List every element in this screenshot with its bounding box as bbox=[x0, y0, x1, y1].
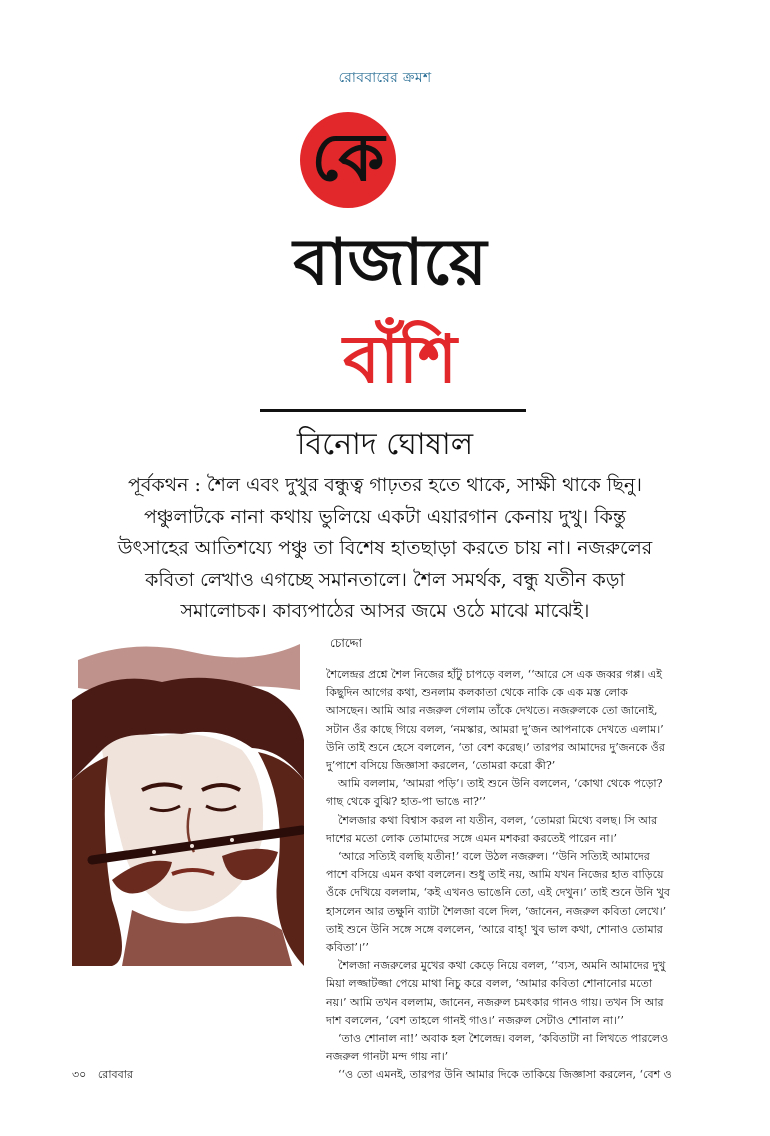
body-line: কিছুদিন আগের কথা, শুনলাম কলকাতা থেকে নাকি কে এক মস্ত লোক bbox=[326, 686, 628, 700]
body-line: নয়।’ আমি তখন বললাম, জানেন, নজরুল চমৎকার গানও গায়। তখন সি আর bbox=[326, 995, 664, 1009]
body-line: ওঁকে দেখিয়ে বললাম, ‘কই এখনও ভাঙেনি তো, এই দেখুন।’ তাই শুনে উনি খুব bbox=[326, 886, 670, 900]
page-number: ৩০ bbox=[72, 1068, 87, 1081]
body-line: মিয়া লজ্জাটজ্জা পেয়ে মাথা নিচু করে বলল, ‘আমার কবিতা শোনানোর মতো bbox=[326, 977, 653, 991]
body-line: গাছ থেকে বুঝি? হাত-পা ভাঙে না?’’ bbox=[326, 795, 486, 809]
summary-line: পূর্বকথন : শৈল এবং দুখুর বন্ধুত্ব গাঢ়তর হতে থাকে, সাক্ষী থাকে ছিনু। bbox=[128, 474, 642, 496]
body-line: ‘তাও শোনাল না!’ অবাক হল শৈলেন্দ্র। বলল, ‘কবিতাটা না লিখতে পারলেও bbox=[338, 1032, 669, 1046]
summary-line: কবিতা লেখাও এগচ্ছে সমানতালে। শৈল সমর্থক, বন্ধু যতীন কড়া bbox=[145, 568, 625, 591]
body-line: শৈলেন্দ্রর প্রশ্নে শৈল নিজের হাঁটু চাপড়ে বলল, ‘‘আরে সে এক জব্বর গপ্প। এই bbox=[326, 668, 662, 681]
body-line: শৈলজার কথা বিশ্বাস করল না যতীন, বলল, ‘তোমরা মিথ্যে বলছ। সি আর bbox=[338, 813, 658, 827]
body-line: দাশের মতো লোক তোমাদের সঙ্গে এমন মশকরা করতেই পারেন না।’ bbox=[326, 831, 617, 845]
body-line: আমি বললাম, ‘আমরা পড়ি’। তাই শুনে উনি বললেন, ‘কোথা থেকে পড়ো? bbox=[338, 777, 663, 791]
summary-line: পঞ্চুলাটকে নানা কথায় ভুলিয়ে একটা এয়ারগান কেনায় দুখু। কিন্তু bbox=[144, 505, 626, 528]
masthead-line1: কে bbox=[311, 119, 385, 196]
body-line: দাশ বললেন, ‘বেশ তাহলে গানই গাও।’ নজরুল সেটাও শোনাল না।’’ bbox=[326, 1013, 624, 1027]
body-line: কবিতা’।’’ bbox=[326, 941, 369, 955]
body-line: পাশে বসিয়ে এমন কথা বললেন। শুধু তাই নয়, আমি যখন নিজের হাত বাড়িয়ে bbox=[326, 868, 664, 882]
body-line: হাসলেন আর তক্ষুনি ব্যাটা শৈলজা বলে দিল, ‘জানেন, নজরুল কবিতা লেখে।’ bbox=[326, 904, 667, 918]
title-rule bbox=[260, 409, 526, 412]
page-folio bbox=[72, 1066, 141, 1085]
title-masthead bbox=[230, 92, 550, 412]
masthead-line2: বাজায়ে bbox=[293, 226, 487, 300]
masthead-line3: বাঁশি bbox=[343, 321, 457, 398]
body-line: দু’পাশে বসিয়ে জিজ্ঞাসা করলেন, ‘তোমরা করো কী?’ bbox=[326, 759, 556, 773]
flute-player-illustration bbox=[72, 630, 304, 966]
summary-line: উৎসাহের আতিশয্যে পঞ্চু তা বিশেষ হাতছাড়া করতে চায় না। নজরুলের bbox=[117, 537, 653, 559]
body-line: তাই শুনে উনি সঙ্গে সঙ্গে বললেন, ‘আরে বাহ্! খুব ভাল কথা, শোনাও তোমার bbox=[326, 922, 663, 936]
summary-line: সমালোচক। কাব্যপাঠের আসর জমে ওঠে মাঝে মাঝেই। bbox=[180, 600, 590, 622]
body-line: ‘আরে সত্যিই বলছি যতীন!’ বলে উঠল নজরুল। ‘‘উনি সত্যিই আমাদের bbox=[338, 850, 650, 864]
chapter-heading: চোদ্দো bbox=[330, 636, 363, 650]
body-line: শৈলজা নজরুলের মুখের কথা কেড়ে নিয়ে বলল, ‘‘ব্যস, অমনি আমাদের দুখু bbox=[338, 959, 666, 973]
body-line: ‘‘ও তো এমনই, তারপর উনি আমার দিকে তাকিয়ে জিজ্ঞাসা করলেন, ‘বেশ ও bbox=[338, 1068, 672, 1082]
body-line: নজরুল গানটা মন্দ গায় না।’ bbox=[326, 1050, 449, 1064]
body-line: আসছেন। আমি আর নজরুল গেলাম তাঁকে দেখতে। নজরুলকে তো জানোই, bbox=[326, 704, 658, 718]
body-line: সটান ওঁর কাছে গিয়ে বলল, ‘নমস্কার, আমরা দু’জন আপনাকে দেখতে এলাম।’ bbox=[326, 722, 664, 736]
section-kicker: রোববারের ক্রমশ bbox=[338, 70, 432, 86]
article-body bbox=[326, 666, 706, 1085]
summary-block bbox=[70, 470, 700, 628]
magazine-name: রোববার bbox=[97, 1068, 134, 1081]
author-name: বিনোদ ঘোষাল bbox=[296, 427, 474, 462]
body-line: উনি তাই শুনে হেসে বললেন, ‘তা বেশ করেছ।’ তারপর আমাদের দু’জনকে ওঁর bbox=[326, 740, 665, 754]
masthead-art bbox=[230, 92, 550, 412]
